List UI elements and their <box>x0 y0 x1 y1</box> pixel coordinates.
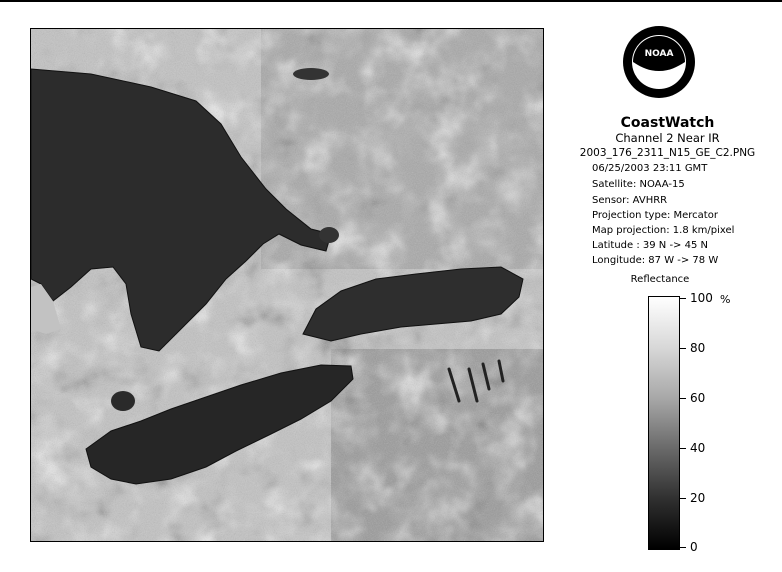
satellite: Satellite: NOAA-15 <box>592 179 685 190</box>
colorbar-tick-label: 20 <box>690 491 706 505</box>
colorbar-title: Reflectance <box>630 274 690 285</box>
colorbar-tick-label: 0 <box>690 540 698 554</box>
great-lakes-map <box>31 29 543 541</box>
colorbar-tick <box>680 348 686 349</box>
top-border <box>0 0 782 2</box>
satellite-image <box>30 28 544 542</box>
brand-title: CoastWatch <box>620 115 715 131</box>
latitude: Latitude : 39 N -> 45 N <box>592 240 708 251</box>
colorbar-tick-label: 100 <box>690 291 713 305</box>
channel-label: Channel 2 Near IR <box>615 131 720 145</box>
longitude: Longitude: 87 W -> 78 W <box>592 255 719 266</box>
colorbar-tick <box>680 398 686 399</box>
projection-type: Projection type: Mercator <box>592 210 718 221</box>
colorbar-tick <box>680 448 686 449</box>
colorbar-tick <box>680 298 686 299</box>
colorbar-tick <box>680 547 686 548</box>
lake-nipissing <box>293 68 329 80</box>
colorbar <box>648 296 680 550</box>
colorbar-tick-label: 60 <box>690 391 706 405</box>
map-projection: Map projection: 1.8 km/pixel <box>592 225 735 236</box>
colorbar-tick-label: 40 <box>690 441 706 455</box>
colorbar-tick-label: 80 <box>690 341 706 355</box>
noaa-logo-text: NOAA <box>644 49 674 59</box>
lake-st-clair <box>111 391 135 411</box>
colorbar-tick <box>680 498 686 499</box>
colorbar-unit: % <box>720 293 731 306</box>
noaa-logo <box>622 25 696 99</box>
lake-simcoe <box>319 227 339 243</box>
sensor: Sensor: AVHRR <box>592 195 668 206</box>
datetime: 06/25/2003 23:11 GMT <box>592 163 708 174</box>
filename: 2003_176_2311_N15_GE_C2.PNG <box>579 147 756 159</box>
